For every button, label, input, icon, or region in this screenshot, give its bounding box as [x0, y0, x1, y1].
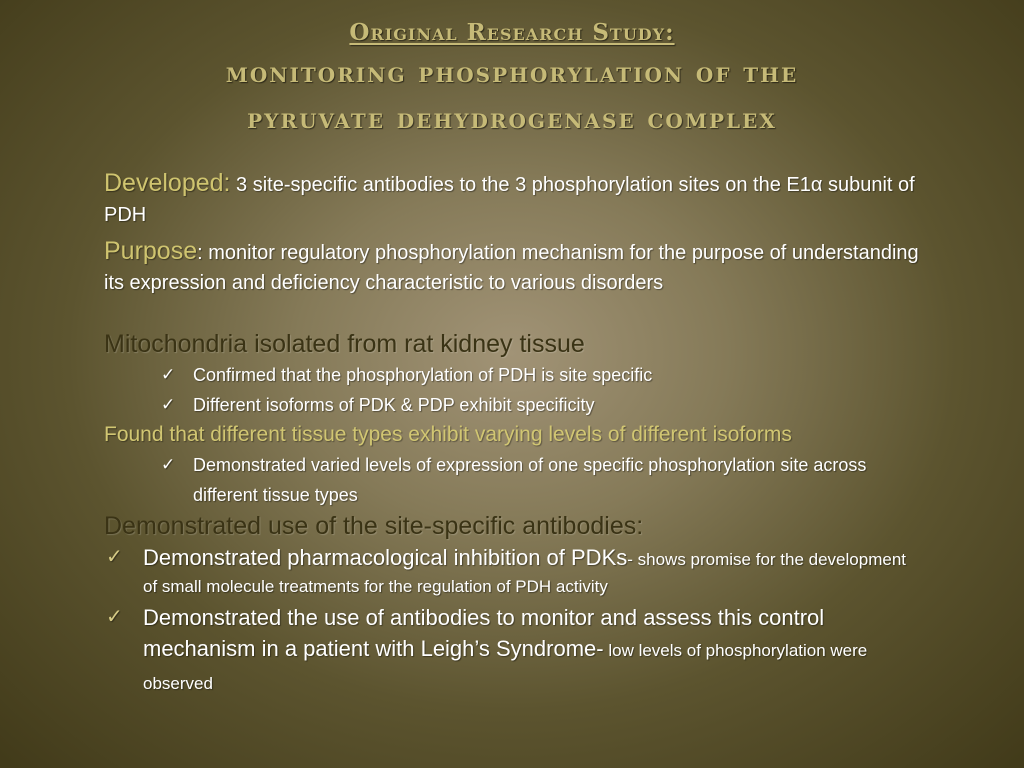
developed-label: Developed: [104, 169, 224, 197]
title-line-2: monitoring phosphorylation of the: [225, 56, 799, 89]
checkmark-icon: ✓: [161, 455, 176, 474]
developed-colon: :: [223, 169, 231, 197]
checkmark-icon: ✓: [106, 546, 123, 568]
list-item-text: Confirmed that the phosphorylation of PDH is site specific: [193, 365, 653, 385]
list-item-main-text: Demonstrated pharmacological inhibition of PDKs: [143, 545, 628, 570]
list-item: [104, 390, 924, 420]
tissue-findings-list: [104, 450, 924, 510]
list-item: [104, 360, 924, 390]
title-line-1: Original Research Study:: [349, 19, 675, 46]
section-heading-tissue-types: Found that different tissue types exhibit varying levels of different isoforms: [104, 423, 792, 446]
developed-text: 3 site-specific antibodies to the 3 phosphorylation sites on the E1α subunit of PDH: [104, 174, 915, 226]
list-item: [104, 602, 924, 699]
title-line-3: pyruvate dehydrogenase complex: [247, 102, 777, 135]
antibody-uses-list: [104, 542, 924, 699]
checkmark-icon: ✓: [161, 395, 176, 414]
checkmark-icon: ✓: [106, 606, 123, 628]
purpose-text: : monitor regulatory phosphorylation mechanism for the purpose of understanding its expression and deficiency characteristic to various disorders: [104, 242, 919, 294]
mitochondria-findings-list: [104, 360, 924, 420]
list-item-detail-text: - shows promise for the development of small molecule treatments for the regulation of PDH activity: [143, 550, 906, 596]
slide-title: [0, 16, 1024, 142]
section-heading-mitochondria: Mitochondria isolated from rat kidney tissue: [104, 330, 585, 358]
list-item: [104, 542, 924, 600]
list-item-detail-text: low levels of phosphorylation were observed: [143, 641, 868, 693]
list-item: [104, 450, 924, 510]
slide-body: [104, 168, 924, 701]
purpose-label: Purpose: [104, 237, 198, 265]
list-item-main-text: Demonstrated the use of antibodies to monitor and assess this control mechanism in a patient with Leigh’s Syndrome-: [143, 605, 825, 661]
section-heading-antibodies: Demonstrated use of the site-specific antibodies:: [104, 512, 644, 540]
purpose-paragraph: [104, 236, 924, 298]
checkmark-icon: ✓: [161, 365, 176, 384]
list-item-text: Different isoforms of PDK & PDP exhibit specificity: [193, 395, 595, 415]
list-item-text: Demonstrated varied levels of expression of one specific phosphorylation site across different tissue types: [193, 455, 867, 505]
developed-paragraph: [104, 168, 924, 230]
